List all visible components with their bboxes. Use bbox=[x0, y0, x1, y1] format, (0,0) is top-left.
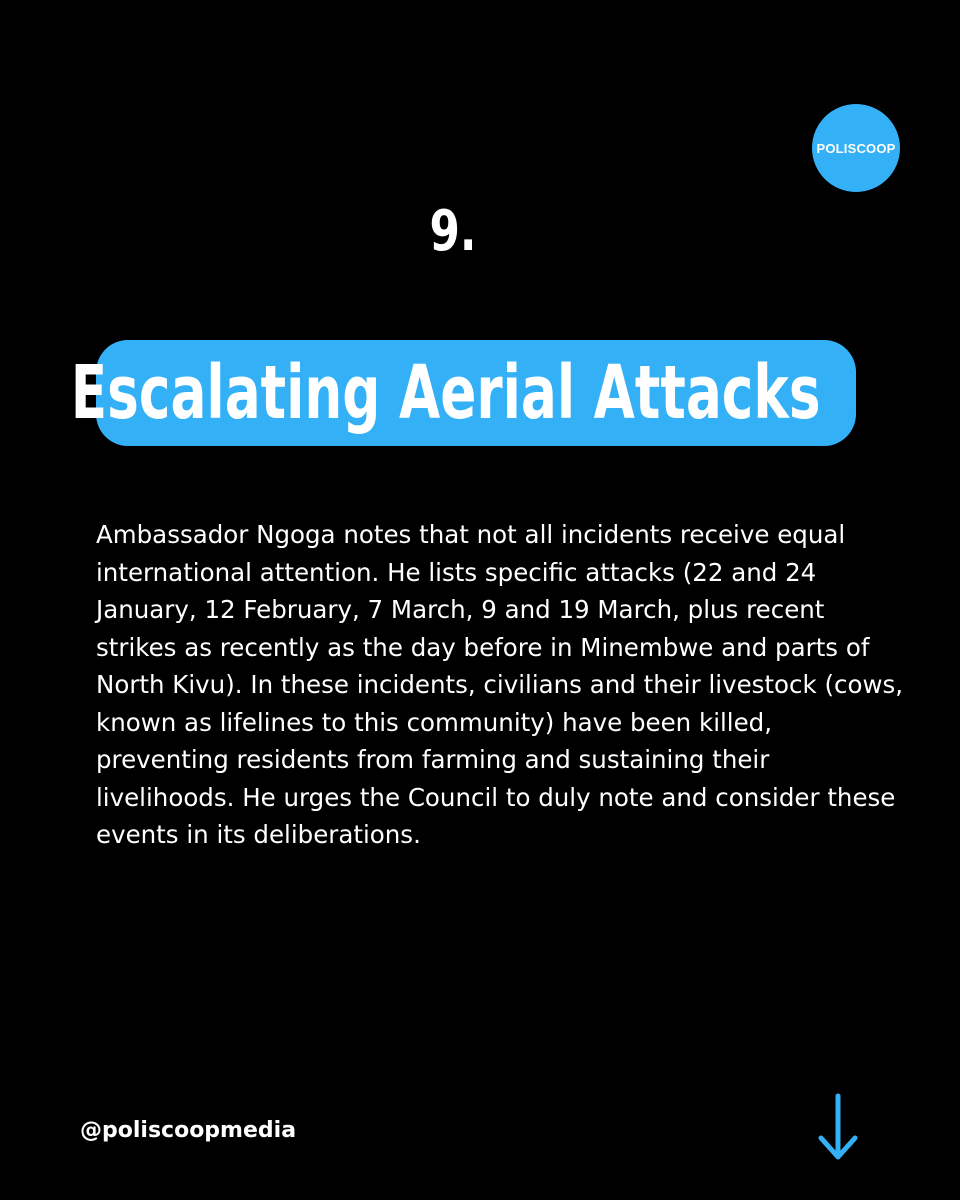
logo-text: POLISCOOP bbox=[816, 140, 896, 156]
social-handle: @poliscoopmedia bbox=[80, 1118, 297, 1143]
headline-title: Escalating Aerial Attacks bbox=[71, 350, 821, 436]
slide-number: 9. bbox=[429, 199, 477, 264]
poliscoop-logo bbox=[812, 104, 900, 192]
arrow-down-icon[interactable] bbox=[816, 1092, 860, 1164]
headline-banner bbox=[71, 340, 856, 446]
body-paragraph: Ambassador Ngoga notes that not all incidents receive equal international attention. He lists specific attacks (22 and 24 January, 12 February, 7 March, 9 and 19 March, plus recent strikes as recently as the day before in Minembwe and parts of North Kivu). In these incidents, civilians and their livestock (cows, known as lifelines to this community) have been killed, preventing residents from farming and sustaining their livelihoods. He urges the Council to duly note and consider these events in its deliberations. bbox=[96, 520, 904, 849]
